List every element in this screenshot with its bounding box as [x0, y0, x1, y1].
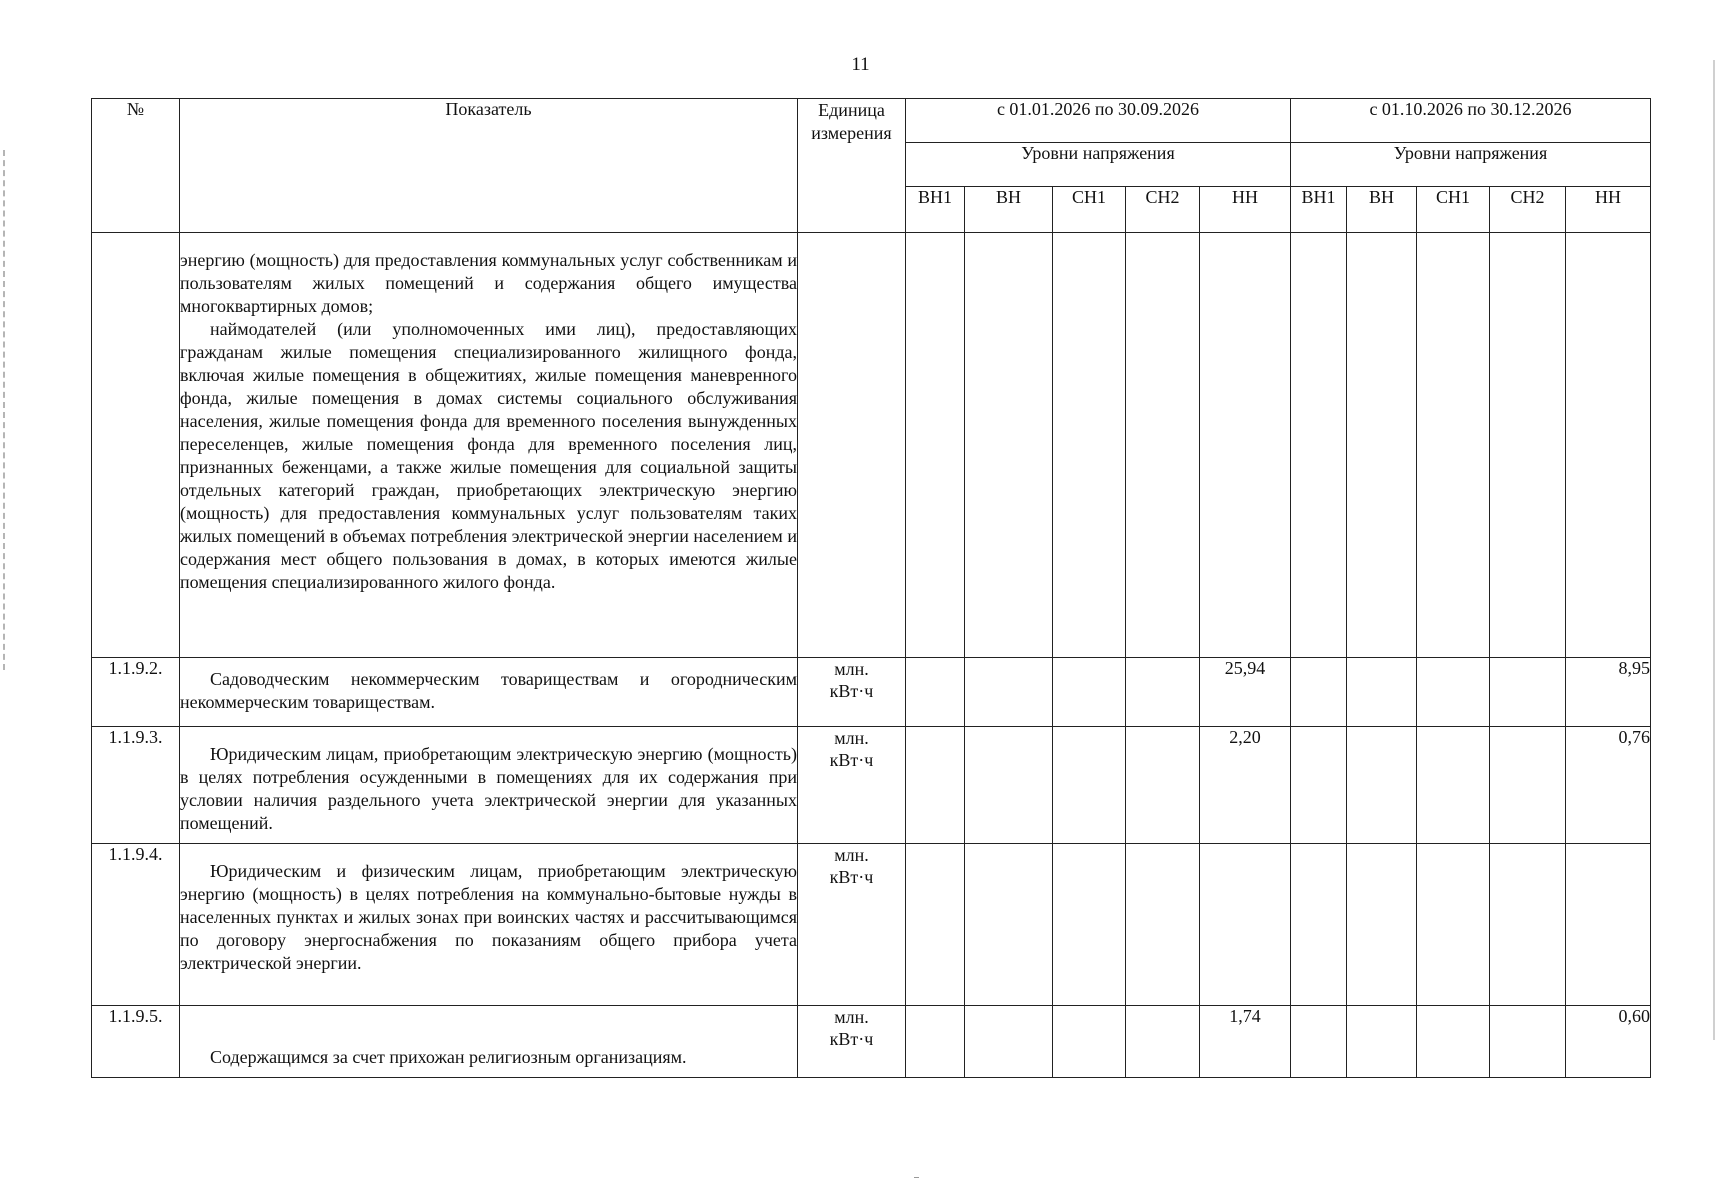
binding-mark-left: [3, 150, 7, 670]
table-row: [92, 233, 1651, 658]
value-cell: [1291, 233, 1347, 658]
value-cell: [1053, 727, 1126, 844]
unit-line: кВт·ч: [829, 867, 874, 887]
unit-line: млн.: [834, 845, 869, 865]
value-cell: [1347, 233, 1417, 658]
table-row: [92, 844, 1651, 1006]
level-vn1: ВН1: [906, 187, 965, 233]
value-cell: [965, 658, 1053, 727]
row-number: 1.1.9.4.: [92, 844, 180, 1006]
row-indicator: [180, 233, 798, 658]
header-number: №: [92, 99, 180, 233]
row-indicator: [180, 1006, 798, 1078]
value-cell: [906, 1006, 965, 1078]
tariff-volume-table: [91, 98, 1651, 1078]
row-indicator: [180, 727, 798, 844]
level-vn: ВН: [965, 187, 1053, 233]
row-indicator: [180, 844, 798, 1006]
value-cell: [1347, 1006, 1417, 1078]
value-nn-period-2: 0,76: [1566, 727, 1651, 844]
level-nn: НН: [1566, 187, 1651, 233]
value-cell: [1053, 233, 1126, 658]
value-nn-period-1: 1,74: [1200, 1006, 1291, 1078]
row-unit: [798, 1006, 906, 1078]
row-indicator: [180, 658, 798, 727]
value-cell: [1200, 233, 1291, 658]
value-cell: [1291, 844, 1347, 1006]
value-cell: [1417, 844, 1490, 1006]
value-cell: [1417, 1006, 1490, 1078]
indicator-paragraph: энергию (мощность) для предоставления коммунальных услуг собственникам и пользователям жилых помещений и содержания общего имущества многоквартирных домов;: [180, 250, 797, 316]
value-cell: [1490, 233, 1566, 658]
value-cell: [1347, 844, 1417, 1006]
row-unit: [798, 658, 906, 727]
level-sn1: СН1: [1417, 187, 1490, 233]
value-cell: [1417, 727, 1490, 844]
value-cell: [1291, 727, 1347, 844]
header-indicator: Показатель: [180, 99, 798, 233]
value-cell: [1417, 658, 1490, 727]
row-number: [92, 233, 180, 658]
value-cell: [1347, 658, 1417, 727]
value-cell: [1566, 233, 1651, 658]
value-cell: [965, 727, 1053, 844]
value-nn-period-1: 25,94: [1200, 658, 1291, 727]
unit-line: кВт·ч: [829, 750, 874, 770]
indicator-paragraph: Юридическим и физическим лицам, приобретающим электрическую энергию (мощность) в целях потребления на коммунально-бытовые нужды в населенных пунктах и жилых зонах при воинских частях и рассчитывающимся по договору энергоснабжения по показаниям общего прибора учета электрической энергии.: [180, 861, 797, 973]
header-period-2: с 01.10.2026 по 30.12.2026: [1291, 99, 1651, 143]
row-number: 1.1.9.3.: [92, 727, 180, 844]
header-unit: Единица измерения: [798, 99, 906, 233]
value-nn-period-1: 2,20: [1200, 727, 1291, 844]
header-voltage-levels-1: Уровни напряжения: [906, 143, 1291, 187]
scan-speck: [914, 1177, 919, 1178]
value-cell: [1053, 658, 1126, 727]
value-cell: [1490, 658, 1566, 727]
row-unit: [798, 727, 906, 844]
indicator-paragraph: наймодателей (или уполномоченных ими лиц), предоставляющих гражданам жилые помещения специализированного жилищного фонда, включая жилые помещения в общежитиях, жилые помещения маневренного фонда, жилые помещения в домах системы социального обслуживания населения, жилые помещения фонда для временного поселения вынужденных переселенцев, жилые помещения фонда для временного поселения лиц, признанных беженцами, а также жилые помещения для социальной защиты отдельных категорий граждан, приобретающих электрическую энергию (мощность) для предоставления коммунальных услуг пользователям таких жилых помещений в объемах потребления электрической энергии населением и содержания мест общего пользования в домах, в которых имеются жилые помещения специализированного жилого фонда.: [180, 319, 797, 592]
value-cell: [906, 727, 965, 844]
value-cell: [906, 844, 965, 1006]
row-unit: [798, 233, 906, 658]
value-nn-period-1: [1200, 844, 1291, 1006]
value-cell: [1053, 1006, 1126, 1078]
unit-line: млн.: [834, 659, 869, 679]
value-nn-period-2: 0,60: [1566, 1006, 1651, 1078]
level-vn1: ВН1: [1291, 187, 1347, 233]
value-cell: [965, 233, 1053, 658]
value-cell: [1291, 1006, 1347, 1078]
level-nn: НН: [1200, 187, 1291, 233]
unit-line: кВт·ч: [829, 1029, 874, 1049]
value-cell: [1417, 233, 1490, 658]
value-cell: [1126, 233, 1200, 658]
value-cell: [1490, 1006, 1566, 1078]
level-sn1: СН1: [1053, 187, 1126, 233]
value-cell: [906, 658, 965, 727]
value-cell: [906, 233, 965, 658]
unit-line: млн.: [834, 1007, 869, 1027]
row-number: 1.1.9.2.: [92, 658, 180, 727]
level-sn2: СН2: [1126, 187, 1200, 233]
page-number: 11: [851, 54, 870, 75]
header-period-1: с 01.01.2026 по 30.09.2026: [906, 99, 1291, 143]
indicator-paragraph: Юридическим лицам, приобретающим электрическую энергию (мощность) в целях потребления осужденными в помещениях для их содержания при условии наличия раздельного учета электрической энергии для указанных помещений.: [180, 744, 797, 833]
row-number: 1.1.9.5.: [92, 1006, 180, 1078]
value-cell: [1126, 1006, 1200, 1078]
unit-line: млн.: [834, 728, 869, 748]
value-cell: [1126, 844, 1200, 1006]
value-cell: [1126, 658, 1200, 727]
row-unit: [798, 844, 906, 1006]
value-nn-period-2: [1566, 844, 1651, 1006]
value-cell: [965, 844, 1053, 1006]
value-cell: [1490, 844, 1566, 1006]
table-row: [92, 658, 1651, 727]
indicator-paragraph: Садоводческим некоммерческим товариществам и огородническим некоммерческим товариществам.: [180, 669, 797, 712]
value-cell: [1347, 727, 1417, 844]
value-cell: [1053, 844, 1126, 1006]
value-cell: [1126, 727, 1200, 844]
value-cell: [1291, 658, 1347, 727]
value-cell: [965, 1006, 1053, 1078]
unit-line: кВт·ч: [829, 681, 874, 701]
level-vn: ВН: [1347, 187, 1417, 233]
table-row: [92, 1006, 1651, 1078]
table-row: [92, 727, 1651, 844]
indicator-paragraph: Содержащимся за счет прихожан религиозным организациям.: [210, 1047, 687, 1067]
header-voltage-levels-2: Уровни напряжения: [1291, 143, 1651, 187]
value-nn-period-2: 8,95: [1566, 658, 1651, 727]
level-sn2: СН2: [1490, 187, 1566, 233]
binding-mark-right: [1713, 60, 1717, 1040]
value-cell: [1490, 727, 1566, 844]
